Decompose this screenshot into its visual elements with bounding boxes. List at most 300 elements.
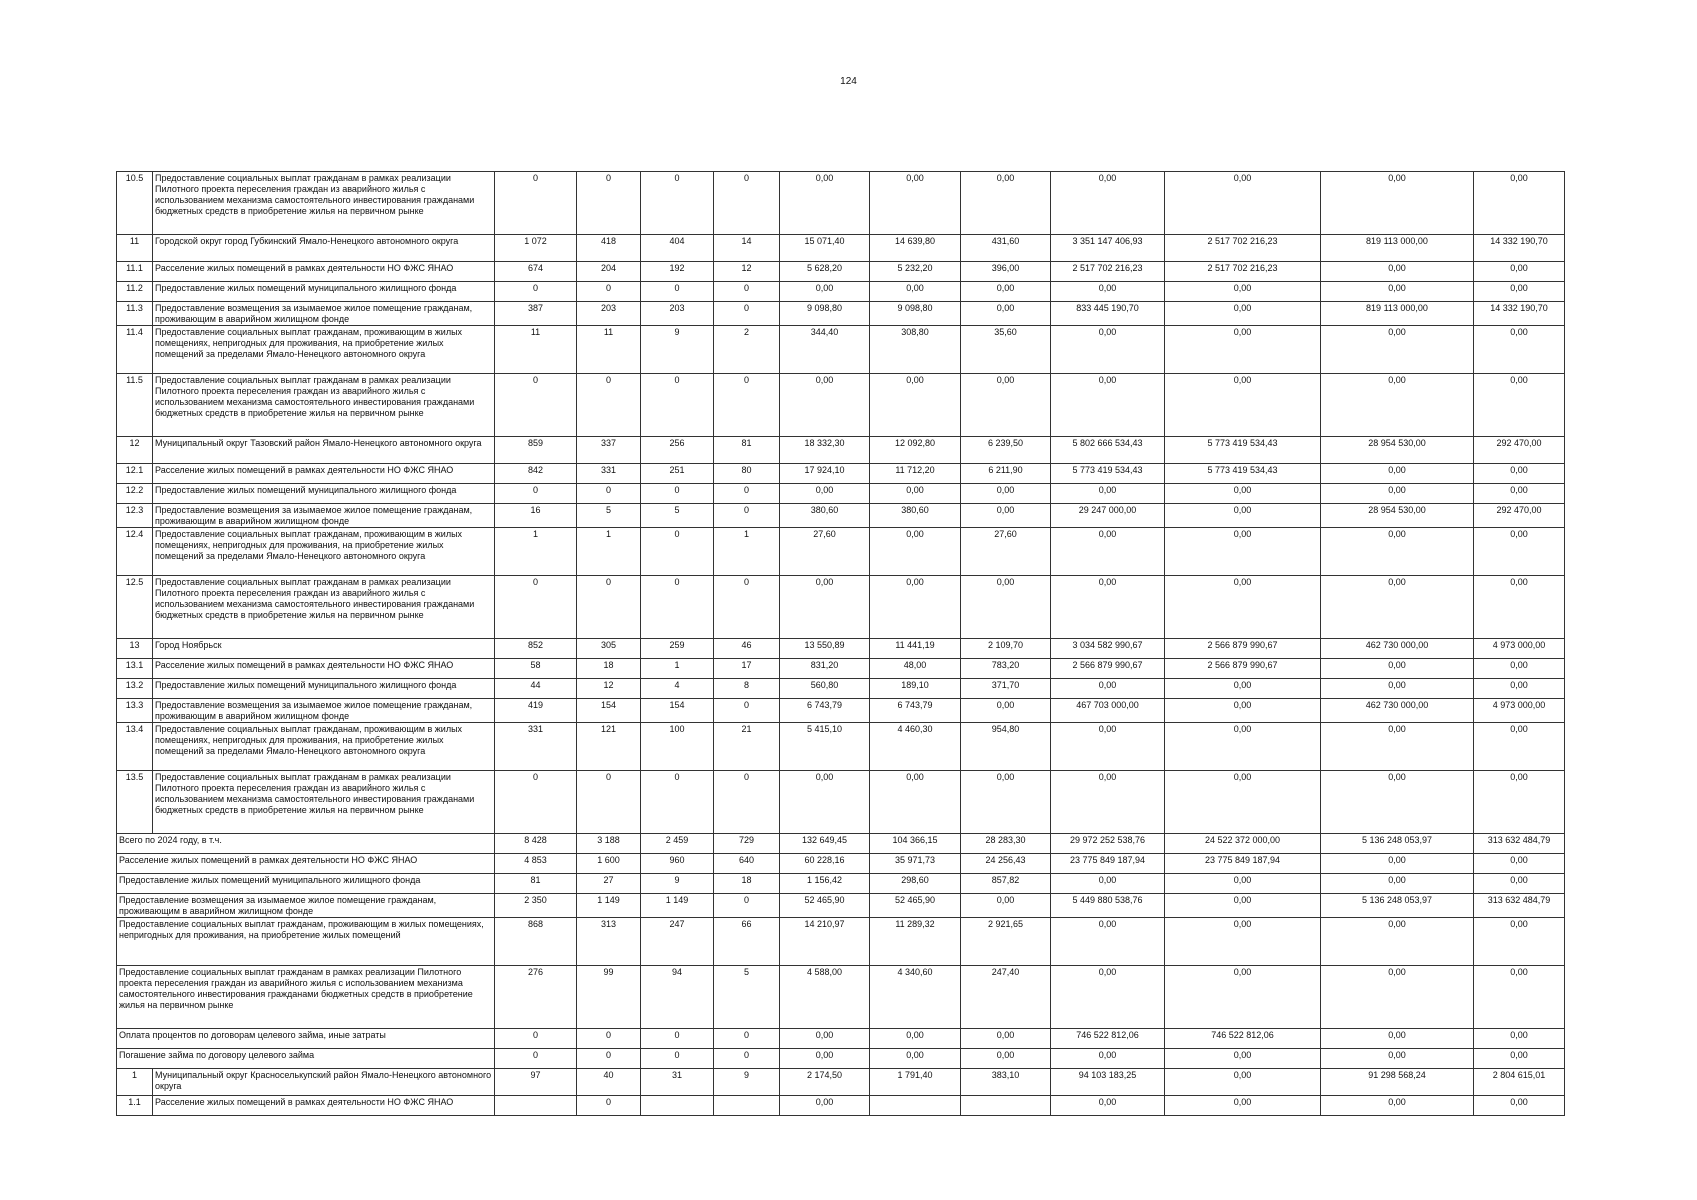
value-cell: 0,00 (1321, 1029, 1474, 1049)
value-cell: 0,00 (1051, 874, 1165, 894)
value-cell: 371,70 (961, 679, 1051, 699)
value-cell: 462 730 000,00 (1321, 639, 1474, 659)
value-cell: 0,00 (1474, 172, 1565, 235)
value-cell: 9 098,80 (870, 302, 961, 326)
table-row (117, 464, 1565, 484)
value-cell: 11 441,19 (870, 639, 961, 659)
value-cell: 0,00 (1474, 659, 1565, 679)
value-cell: 783,20 (961, 659, 1051, 679)
value-cell: 462 730 000,00 (1321, 699, 1474, 723)
value-cell: 344,40 (780, 326, 870, 374)
value-cell: 8 (714, 679, 780, 699)
value-cell: 52 465,90 (870, 894, 961, 918)
value-cell: 0,00 (1474, 918, 1565, 966)
value-cell: 0,00 (780, 374, 870, 437)
value-cell: 0 (495, 282, 577, 302)
value-cell: 81 (495, 874, 577, 894)
value-cell: 3 351 147 406,93 (1051, 235, 1165, 262)
value-cell: 259 (641, 639, 714, 659)
table-row (117, 679, 1565, 699)
value-cell: 35 971,73 (870, 854, 961, 874)
value-cell: 331 (577, 464, 641, 484)
row-name-cell: Предоставление жилых помещений муниципального жилищного фонда (153, 484, 495, 504)
value-cell: 5 136 248 053,97 (1321, 834, 1474, 854)
row-index-cell: 11.1 (117, 262, 153, 282)
value-cell: 0,00 (1051, 771, 1165, 834)
value-cell: 11 (577, 326, 641, 374)
row-index-cell: 13.5 (117, 771, 153, 834)
table-row (117, 504, 1565, 528)
value-cell: 0 (577, 771, 641, 834)
value-cell: 0 (714, 302, 780, 326)
page-number: 124 (840, 76, 857, 87)
table-row (117, 659, 1565, 679)
value-cell: 0,00 (1474, 874, 1565, 894)
table-row (117, 235, 1565, 262)
value-cell: 276 (495, 966, 577, 1029)
value-cell: 94 103 183,25 (1051, 1069, 1165, 1096)
value-cell: 819 113 000,00 (1321, 302, 1474, 326)
value-cell: 52 465,90 (780, 894, 870, 918)
value-cell: 29 972 252 538,76 (1051, 834, 1165, 854)
value-cell: 13 550,89 (780, 639, 870, 659)
table-row (117, 528, 1565, 576)
value-cell: 8 428 (495, 834, 577, 854)
value-cell: 0,00 (1474, 464, 1565, 484)
value-cell: 0,00 (1474, 576, 1565, 639)
row-index-cell: 13.2 (117, 679, 153, 699)
value-cell: 819 113 000,00 (1321, 235, 1474, 262)
value-cell: 154 (641, 699, 714, 723)
value-cell: 0,00 (1321, 374, 1474, 437)
value-cell: 0,00 (1051, 966, 1165, 1029)
value-cell: 674 (495, 262, 577, 282)
value-cell: 0,00 (1165, 282, 1321, 302)
value-cell: 6 211,90 (961, 464, 1051, 484)
value-cell: 247,40 (961, 966, 1051, 1029)
value-cell: 23 775 849 187,94 (1051, 854, 1165, 874)
row-name-cell: Предоставление жилых помещений муниципального жилищного фонда (117, 874, 495, 894)
value-cell: 0 (577, 172, 641, 235)
value-cell: 0 (495, 484, 577, 504)
value-cell: 418 (577, 235, 641, 262)
value-cell: 31 (641, 1069, 714, 1096)
value-cell: 0,00 (1165, 374, 1321, 437)
row-name-cell: Предоставление социальных выплат гражданам в рамках реализации Пилотного проекта переселения граждан из аварийного жилья с использованием механизма самостоятельного инвестирования гражданами бюджетных средств в приобретение жилья на первичном рынке (153, 374, 495, 437)
value-cell: 0,00 (1165, 504, 1321, 528)
value-cell: 0 (714, 172, 780, 235)
row-index-cell: 11.2 (117, 282, 153, 302)
row-name-cell: Предоставление возмещения за изымаемое жилое помещение гражданам, проживающим в аварийном жилищном фонде (117, 894, 495, 918)
value-cell: 5 628,20 (780, 262, 870, 282)
value-cell: 0,00 (961, 504, 1051, 528)
table-row (117, 894, 1565, 918)
value-cell: 4 340,60 (870, 966, 961, 1029)
value-cell: 9 098,80 (780, 302, 870, 326)
value-cell: 1 072 (495, 235, 577, 262)
value-cell: 0,00 (1474, 771, 1565, 834)
value-cell: 28 954 530,00 (1321, 504, 1474, 528)
row-index-cell: 1 (117, 1069, 153, 1096)
value-cell: 12 092,80 (870, 437, 961, 464)
value-cell: 0,00 (961, 484, 1051, 504)
value-cell: 0 (714, 504, 780, 528)
value-cell: 4 588,00 (780, 966, 870, 1029)
value-cell: 132 649,45 (780, 834, 870, 854)
value-cell: 380,60 (870, 504, 961, 528)
value-cell: 0,00 (1165, 1049, 1321, 1069)
value-cell: 0,00 (1051, 1049, 1165, 1069)
value-cell: 0,00 (1474, 966, 1565, 1029)
value-cell: 2 517 702 216,23 (1165, 235, 1321, 262)
value-cell: 852 (495, 639, 577, 659)
value-cell: 0 (641, 1029, 714, 1049)
row-name-cell: Предоставление социальных выплат гражданам, проживающим в жилых помещениях, непригодных для проживания, на приобретение жилых помещений (117, 918, 495, 966)
value-cell: 0 (714, 576, 780, 639)
value-cell: 2 (714, 326, 780, 374)
value-cell: 27 (577, 874, 641, 894)
value-cell: 18 (577, 659, 641, 679)
value-cell: 21 (714, 723, 780, 771)
value-cell: 0 (714, 374, 780, 437)
value-cell: 383,10 (961, 1069, 1051, 1096)
value-cell: 0 (495, 1049, 577, 1069)
value-cell: 0 (577, 374, 641, 437)
value-cell: 0,00 (1165, 484, 1321, 504)
value-cell: 960 (641, 854, 714, 874)
value-cell: 100 (641, 723, 714, 771)
value-cell: 640 (714, 854, 780, 874)
value-cell: 6 239,50 (961, 437, 1051, 464)
value-cell: 3 188 (577, 834, 641, 854)
value-cell: 0 (577, 1029, 641, 1049)
value-cell: 313 (577, 918, 641, 966)
value-cell: 0,00 (961, 302, 1051, 326)
value-cell (714, 1096, 780, 1116)
value-cell: 0,00 (1321, 771, 1474, 834)
value-cell: 2 109,70 (961, 639, 1051, 659)
value-cell: 104 366,15 (870, 834, 961, 854)
value-cell (641, 1096, 714, 1116)
table-row (117, 262, 1565, 282)
value-cell: 14 639,80 (870, 235, 961, 262)
value-cell: 2 350 (495, 894, 577, 918)
value-cell: 18 (714, 874, 780, 894)
row-index-cell: 10.5 (117, 172, 153, 235)
value-cell: 0,00 (1051, 679, 1165, 699)
row-name-cell: Предоставление социальных выплат гражданам, проживающим в жилых помещениях, непригодных для проживания, на приобретение жилых помещений за пределами Ямало-Ненецкого автономного округа (153, 326, 495, 374)
value-cell: 203 (641, 302, 714, 326)
value-cell: 0 (495, 172, 577, 235)
data-table (116, 171, 1565, 1116)
value-cell: 0,00 (1321, 1096, 1474, 1116)
value-cell: 0 (495, 1029, 577, 1049)
value-cell: 5 802 666 534,43 (1051, 437, 1165, 464)
row-name-cell: Муниципальный округ Красноселькупский район Ямало-Ненецкого автономного округа (153, 1069, 495, 1096)
value-cell: 11 289,32 (870, 918, 961, 966)
value-cell: 0 (641, 528, 714, 576)
table-row (117, 172, 1565, 235)
value-cell: 954,80 (961, 723, 1051, 771)
value-cell: 387 (495, 302, 577, 326)
value-cell: 5 136 248 053,97 (1321, 894, 1474, 918)
value-cell: 0,00 (1051, 282, 1165, 302)
value-cell: 0 (495, 576, 577, 639)
value-cell: 0,00 (1321, 576, 1474, 639)
value-cell: 60 228,16 (780, 854, 870, 874)
value-cell: 2 566 879 990,67 (1165, 659, 1321, 679)
value-cell: 94 (641, 966, 714, 1029)
value-cell: 0,00 (961, 576, 1051, 639)
value-cell: 0,00 (870, 374, 961, 437)
value-cell: 189,10 (870, 679, 961, 699)
value-cell: 2 459 (641, 834, 714, 854)
value-cell: 11 (495, 326, 577, 374)
value-cell: 0,00 (1051, 576, 1165, 639)
value-cell: 1 791,40 (870, 1069, 961, 1096)
row-name-cell: Расселение жилых помещений в рамках деятельности НО ФЖС ЯНАО (153, 464, 495, 484)
row-index-cell: 12 (117, 437, 153, 464)
value-cell: 14 210,97 (780, 918, 870, 966)
value-cell: 16 (495, 504, 577, 528)
value-cell: 17 (714, 659, 780, 679)
value-cell: 831,20 (780, 659, 870, 679)
value-cell: 0,00 (1165, 966, 1321, 1029)
value-cell: 305 (577, 639, 641, 659)
value-cell: 97 (495, 1069, 577, 1096)
table-row (117, 723, 1565, 771)
value-cell: 0,00 (961, 1029, 1051, 1049)
value-cell: 2 566 879 990,67 (1165, 639, 1321, 659)
value-cell: 251 (641, 464, 714, 484)
value-cell: 0,00 (1165, 679, 1321, 699)
value-cell: 9 (714, 1069, 780, 1096)
value-cell: 0 (577, 282, 641, 302)
value-cell: 1 (577, 528, 641, 576)
value-cell: 5 449 880 538,76 (1051, 894, 1165, 918)
value-cell: 28 954 530,00 (1321, 437, 1474, 464)
value-cell: 396,00 (961, 262, 1051, 282)
value-cell: 1 600 (577, 854, 641, 874)
value-cell: 81 (714, 437, 780, 464)
value-cell: 18 332,30 (780, 437, 870, 464)
value-cell: 0,00 (1474, 1049, 1565, 1069)
value-cell: 0 (495, 771, 577, 834)
row-name-cell: Город Ноябрьск (153, 639, 495, 659)
value-cell: 4 973 000,00 (1474, 699, 1565, 723)
table-row (117, 302, 1565, 326)
value-cell: 91 298 568,24 (1321, 1069, 1474, 1096)
value-cell: 0 (714, 699, 780, 723)
value-cell: 0,00 (1474, 723, 1565, 771)
value-cell: 0,00 (780, 1096, 870, 1116)
value-cell: 0,00 (1474, 1029, 1565, 1049)
value-cell: 0,00 (1321, 723, 1474, 771)
value-cell: 859 (495, 437, 577, 464)
value-cell: 0,00 (1165, 326, 1321, 374)
row-index-cell: 11.3 (117, 302, 153, 326)
value-cell (495, 1096, 577, 1116)
value-cell: 0,00 (1321, 464, 1474, 484)
value-cell: 2 517 702 216,23 (1051, 262, 1165, 282)
value-cell: 0,00 (1321, 966, 1474, 1029)
value-cell: 0,00 (780, 484, 870, 504)
value-cell: 5 773 419 534,43 (1165, 464, 1321, 484)
value-cell: 12 (577, 679, 641, 699)
table-row (117, 437, 1565, 464)
value-cell: 35,60 (961, 326, 1051, 374)
value-cell: 0,00 (1165, 874, 1321, 894)
value-cell: 2 517 702 216,23 (1165, 262, 1321, 282)
value-cell: 308,80 (870, 326, 961, 374)
table-row (117, 1096, 1565, 1116)
value-cell: 0,00 (961, 1049, 1051, 1069)
row-index-cell: 11.5 (117, 374, 153, 437)
value-cell: 0,00 (1051, 723, 1165, 771)
value-cell: 0 (641, 576, 714, 639)
value-cell: 746 522 812,06 (1165, 1029, 1321, 1049)
value-cell: 0,00 (780, 1049, 870, 1069)
table-row (117, 771, 1565, 834)
table-row (117, 918, 1565, 966)
row-name-cell: Предоставление жилых помещений муниципального жилищного фонда (153, 282, 495, 302)
value-cell: 2 804 615,01 (1474, 1069, 1565, 1096)
row-name-cell: Предоставление социальных выплат гражданам в рамках реализации Пилотного проекта переселения граждан из аварийного жилья с использованием механизма самостоятельного инвестирования гражданами бюджетных средств в приобретение жилья на первичном рынке (153, 172, 495, 235)
value-cell: 23 775 849 187,94 (1165, 854, 1321, 874)
row-index-cell: 13.4 (117, 723, 153, 771)
value-cell: 14 332 190,70 (1474, 235, 1565, 262)
value-cell: 0 (577, 1096, 641, 1116)
value-cell: 1 (495, 528, 577, 576)
value-cell: 0 (641, 1049, 714, 1069)
table-row (117, 282, 1565, 302)
value-cell: 0,00 (870, 484, 961, 504)
row-index-cell: 12.1 (117, 464, 153, 484)
value-cell: 247 (641, 918, 714, 966)
value-cell: 404 (641, 235, 714, 262)
table-row (117, 374, 1565, 437)
table-row (117, 639, 1565, 659)
row-name-cell: Погашение займа по договору целевого займа (117, 1049, 495, 1069)
value-cell: 0,00 (1474, 282, 1565, 302)
value-cell: 154 (577, 699, 641, 723)
value-cell: 2 921,65 (961, 918, 1051, 966)
value-cell: 0,00 (870, 528, 961, 576)
row-name-cell: Предоставление возмещения за изымаемое жилое помещение гражданам, проживающим в аварийном жилищном фонде (153, 302, 495, 326)
row-name-cell: Расселение жилых помещений в рамках деятельности НО ФЖС ЯНАО (153, 1096, 495, 1116)
value-cell: 5 773 419 534,43 (1165, 437, 1321, 464)
value-cell: 1 (641, 659, 714, 679)
value-cell: 0,00 (780, 576, 870, 639)
value-cell: 2 566 879 990,67 (1051, 659, 1165, 679)
value-cell: 0,00 (1474, 679, 1565, 699)
value-cell: 0,00 (1165, 1069, 1321, 1096)
value-cell: 0 (641, 172, 714, 235)
table-row (117, 326, 1565, 374)
value-cell: 0 (714, 771, 780, 834)
row-index-cell: 12.5 (117, 576, 153, 639)
value-cell: 9 (641, 874, 714, 894)
table-row (117, 854, 1565, 874)
value-cell: 0,00 (961, 374, 1051, 437)
value-cell: 5 773 419 534,43 (1051, 464, 1165, 484)
value-cell: 0,00 (1165, 172, 1321, 235)
value-cell: 560,80 (780, 679, 870, 699)
value-cell: 857,82 (961, 874, 1051, 894)
row-index-cell: 1.1 (117, 1096, 153, 1116)
value-cell: 0 (577, 1049, 641, 1069)
value-cell: 0,00 (961, 894, 1051, 918)
value-cell: 0 (714, 894, 780, 918)
value-cell: 0 (577, 576, 641, 639)
value-cell: 0,00 (1321, 528, 1474, 576)
value-cell: 0,00 (1321, 854, 1474, 874)
value-cell: 5 415,10 (780, 723, 870, 771)
value-cell: 0,00 (1474, 262, 1565, 282)
value-cell: 4 (641, 679, 714, 699)
value-cell: 292 470,00 (1474, 504, 1565, 528)
value-cell: 0,00 (1474, 484, 1565, 504)
value-cell: 0 (641, 282, 714, 302)
value-cell: 0,00 (1051, 918, 1165, 966)
value-cell: 0,00 (1051, 528, 1165, 576)
value-cell: 0,00 (1165, 894, 1321, 918)
value-cell: 40 (577, 1069, 641, 1096)
row-name-cell: Предоставление социальных выплат гражданам в рамках реализации Пилотного проекта переселения граждан из аварийного жилья с использованием механизма самостоятельного инвестирования гражданами бюджетных средств в приобретение жилья на первичном рынке (117, 966, 495, 1029)
row-index-cell: 12.4 (117, 528, 153, 576)
value-cell: 746 522 812,06 (1051, 1029, 1165, 1049)
value-cell: 0 (577, 484, 641, 504)
value-cell: 0 (714, 1049, 780, 1069)
value-cell: 0,00 (1051, 172, 1165, 235)
value-cell: 0 (714, 1029, 780, 1049)
row-name-cell: Предоставление возмещения за изымаемое жилое помещение гражданам, проживающим в аварийном жилищном фонде (153, 699, 495, 723)
value-cell (870, 1096, 961, 1116)
value-cell: 0,00 (870, 1049, 961, 1069)
value-cell: 15 071,40 (780, 235, 870, 262)
table-row (117, 1069, 1565, 1096)
value-cell: 0,00 (1051, 1096, 1165, 1116)
value-cell: 0,00 (1474, 854, 1565, 874)
value-cell: 0,00 (1474, 528, 1565, 576)
value-cell: 0,00 (870, 576, 961, 639)
table-body (117, 172, 1565, 1116)
value-cell: 0,00 (870, 771, 961, 834)
row-name-cell: Предоставление социальных выплат гражданам в рамках реализации Пилотного проекта переселения граждан из аварийного жилья с использованием механизма самостоятельного инвестирования гражданами бюджетных средств в приобретение жилья на первичном рынке (153, 576, 495, 639)
value-cell: 729 (714, 834, 780, 854)
table-row (117, 966, 1565, 1029)
table-row (117, 1029, 1565, 1049)
table-row (117, 1049, 1565, 1069)
value-cell: 29 247 000,00 (1051, 504, 1165, 528)
value-cell: 0,00 (1474, 374, 1565, 437)
row-name-cell: Муниципальный округ Тазовский район Ямало-Ненецкого автономного округа (153, 437, 495, 464)
value-cell: 5 (577, 504, 641, 528)
value-cell: 298,60 (870, 874, 961, 894)
value-cell: 0 (714, 282, 780, 302)
row-index-cell: 11 (117, 235, 153, 262)
value-cell: 0,00 (1165, 1096, 1321, 1116)
value-cell: 24 256,43 (961, 854, 1051, 874)
value-cell: 0,00 (1474, 1096, 1565, 1116)
table-row (117, 874, 1565, 894)
value-cell: 9 (641, 326, 714, 374)
value-cell: 313 632 484,79 (1474, 894, 1565, 918)
value-cell: 0,00 (1321, 1049, 1474, 1069)
value-cell: 0,00 (1321, 679, 1474, 699)
value-cell: 0,00 (870, 282, 961, 302)
value-cell: 467 703 000,00 (1051, 699, 1165, 723)
